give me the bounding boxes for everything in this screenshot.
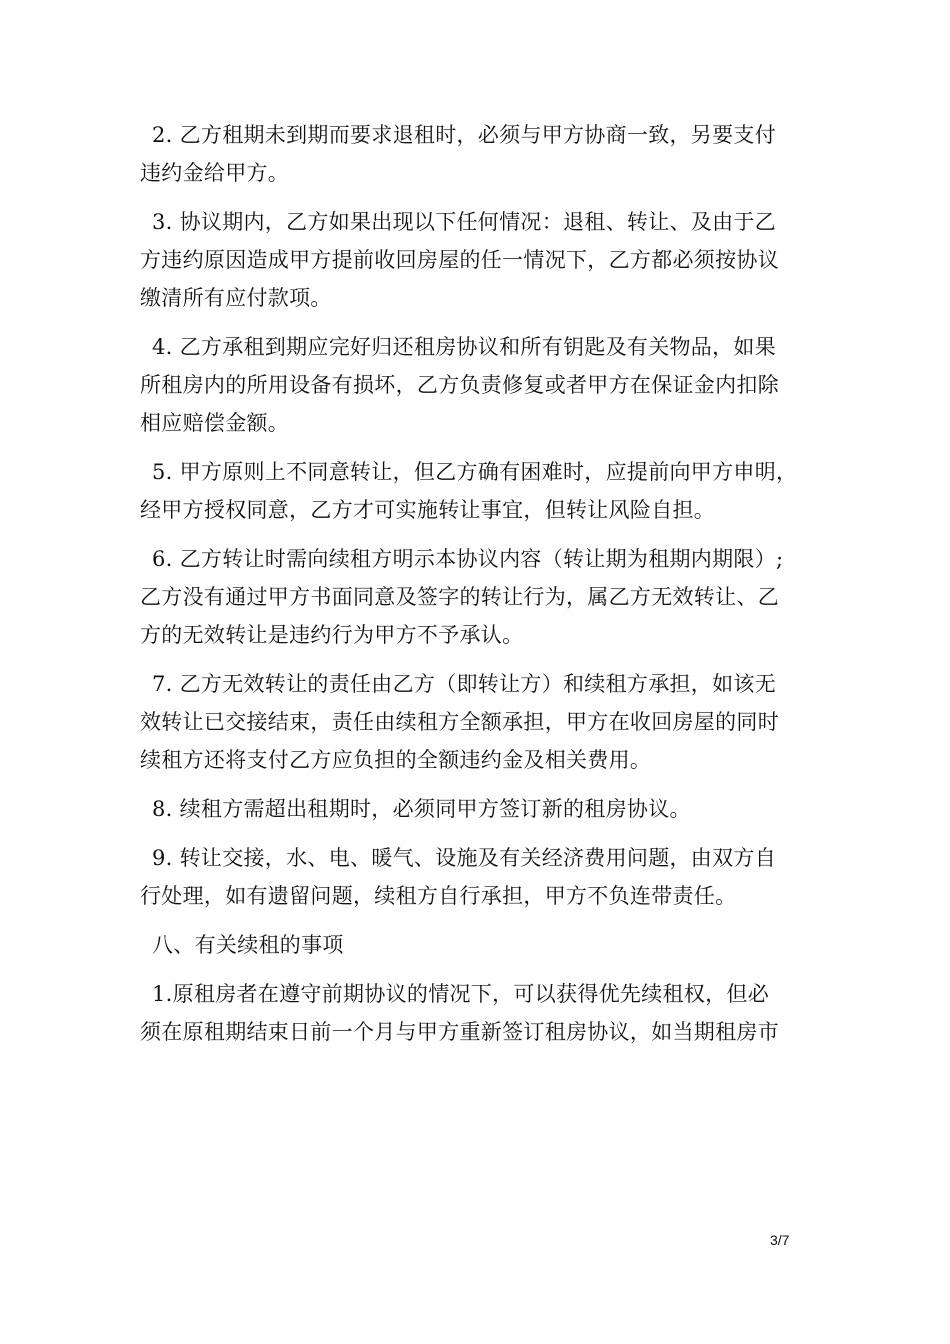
clause-7 [140, 665, 820, 779]
clause-line: 所租房内的所用设备有损坏，乙方负责修复或者甲方在保证金内扣除 [140, 373, 779, 397]
clause-line: 方的无效转让是违约行为甲方不予承认。 [140, 623, 524, 647]
clause-line: 1.原租房者在遵守前期协议的情况下，可以获得优先续租权，但必 [152, 982, 770, 1006]
clause-line: 违约金给甲方。 [140, 161, 290, 185]
clause-6 [140, 540, 820, 654]
clause-4 [140, 328, 820, 442]
page-number: 3/7 [770, 1232, 790, 1248]
clause-2 [140, 116, 820, 192]
clause-line: 续租方还将支付乙方应负担的全额违约金及相关费用。 [140, 748, 652, 772]
section-heading-8 [140, 926, 820, 964]
section-heading-text: 八、有关续租的事项 [152, 933, 344, 957]
clause-line: 5. 甲方原则上不同意转让，但乙方确有困难时，应提前向甲方申明， [152, 460, 798, 484]
document-body [140, 116, 820, 1062]
clause-line: 4. 乙方承租到期应完好归还租房协议和所有钥匙及有关物品，如果 [152, 335, 777, 359]
clause-3 [140, 203, 820, 317]
clause-line: 缴清所有应付款项。 [140, 286, 332, 310]
clause-line: 2. 乙方租期未到期而要求退租时，必须与甲方协商一致，另要支付 [152, 123, 777, 147]
clause-5 [140, 453, 820, 529]
clause-line: 乙方没有通过甲方书面同意及签字的转让行为，属乙方无效转让、乙 [140, 585, 779, 609]
clause-line: 经甲方授权同意，乙方才可实施转让事宜，但转让风险自担。 [140, 498, 716, 522]
clause-8 [140, 790, 820, 828]
clause-line: 9. 转让交接，水、电、暖气、设施及有关经济费用问题，由双方自 [152, 846, 777, 870]
clause-line: 6. 乙方转让时需向续租方明示本协议内容（转让期为租期内期限）; [152, 547, 784, 571]
clause-line: 7. 乙方无效转让的责任由乙方（即转让方）和续租方承担，如该无 [152, 672, 777, 696]
clause-line: 须在原租期结束日前一个月与甲方重新签订租房协议，如当期租房市 [140, 1020, 779, 1044]
clause-line: 效转让已交接结束，责任由续租方全额承担，甲方在收回房屋的同时 [140, 710, 779, 734]
clause-line: 8. 续租方需超出租期时，必须同甲方签订新的租房协议。 [152, 797, 691, 821]
clause-line: 行处理，如有遗留问题，续租方自行承担，甲方不负连带责任。 [140, 884, 737, 908]
clause-line: 方违约原因造成甲方提前收回房屋的任一情况下，乙方都必须按协议 [140, 248, 779, 272]
clause-line: 相应赔偿金额。 [140, 411, 290, 435]
renewal-clause-1 [140, 975, 820, 1051]
clause-line: 3. 协议期内，乙方如果出现以下任何情况：退租、转让、及由于乙 [152, 210, 777, 234]
clause-9 [140, 839, 820, 915]
